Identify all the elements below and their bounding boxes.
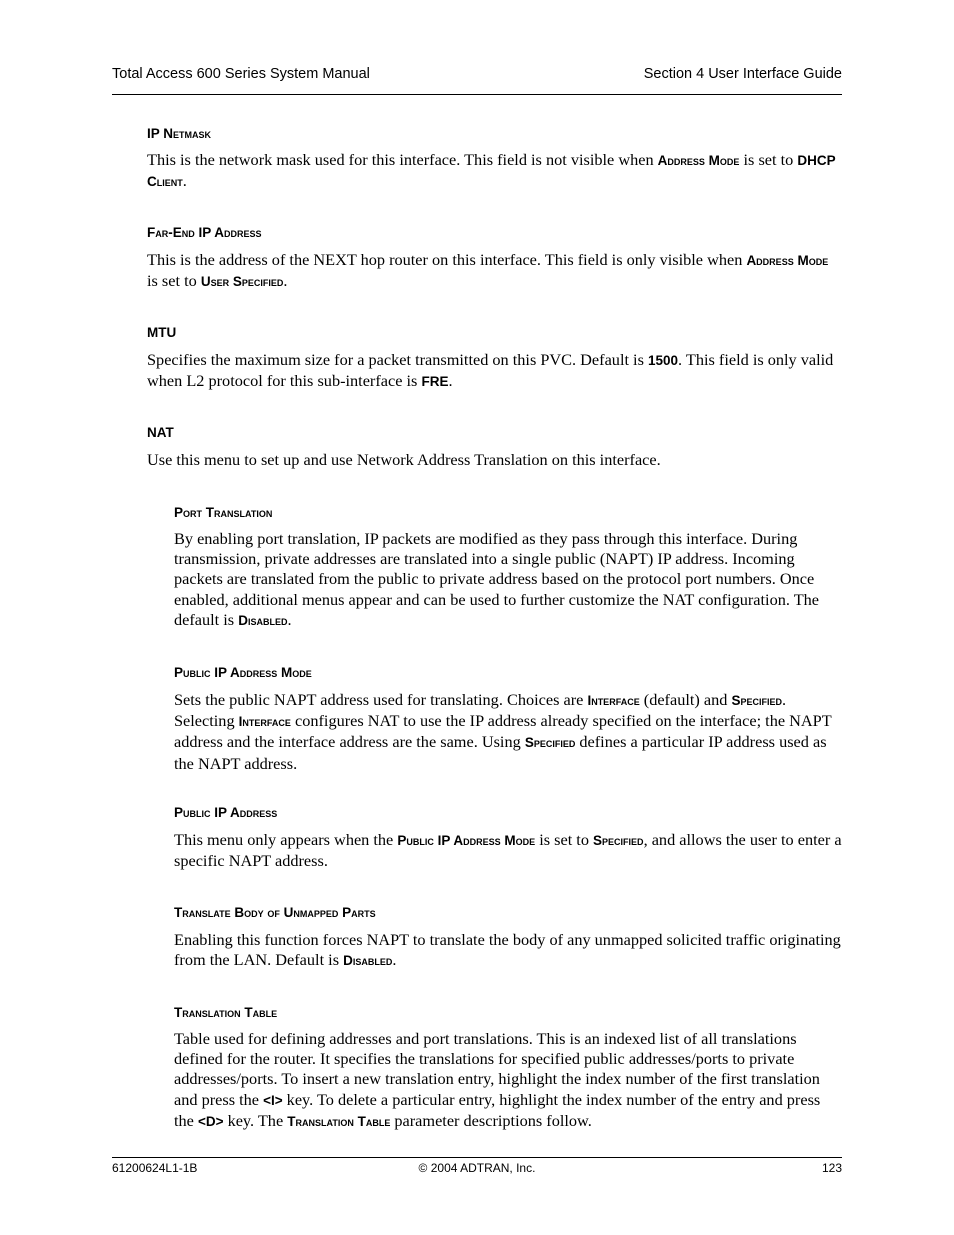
heading-far-end-ip-address: Far-End IP Address	[147, 225, 262, 240]
text: configures NAT to use the IP address already specified on the interface; the NAPT address and the interface address are the same. Using	[174, 711, 832, 752]
text: Table used for defining addresses and port translations. This is an indexed list of all translations defined for the router. It specifies the translations for specified public addresses/ports to private addresses/ports. To insert a new translation entry, highlight the index number of the first translation and press the	[174, 1029, 820, 1109]
keyword-specified: Specified	[524, 735, 576, 751]
paragraph-mtu	[147, 350, 842, 392]
keyword-disabled: Disabled	[238, 612, 288, 628]
text: .	[283, 271, 288, 291]
heading-translation-table: Translation Table	[174, 1005, 278, 1020]
heading-mtu: MTU	[147, 325, 177, 340]
text: This is the network mask used for this interface. This field is not visible when	[147, 150, 658, 169]
text: is set to	[535, 830, 594, 849]
paragraph-port-translation	[174, 529, 842, 631]
keyword-fre: FRE	[421, 374, 449, 390]
text: .	[448, 371, 453, 391]
footer-copyright: © 2004 ADTRAN, Inc.	[418, 1161, 536, 1175]
text: By enabling port translation, IP packets are modified as they pass through this interface. During transmission, private addresses are translated into a single public (NAPT) IP address. Incoming packets are translated from the public to private address based on the protocol port numbers. Once enabled, additional menus appear and can be used to further customize the NAT configuration. The default is	[174, 529, 820, 629]
keyword-translation-table: Translation Table	[287, 1113, 391, 1129]
keyword-disabled: Disabled	[343, 953, 393, 969]
page-footer	[112, 1157, 842, 1175]
header-manual-title: Total Access 600 Series System Manual	[112, 66, 370, 82]
footer-doc-number: 61200624L1-1B	[112, 1161, 198, 1175]
text: key. The	[223, 1110, 288, 1130]
paragraph-nat: Use this menu to set up and use Network Address Translation on this interface.	[147, 450, 661, 469]
text: defines a particular IP address used as the NAPT address.	[174, 732, 827, 773]
page-header	[112, 64, 842, 95]
keyword-specified: Specified	[731, 693, 782, 708]
keyword-address-mode: Address Mode	[746, 253, 829, 268]
heading-nat: NAT	[147, 425, 174, 440]
text: . This field is only valid when L2 protocol for this sub-interface is	[147, 350, 834, 391]
paragraph-translate-body	[174, 930, 842, 971]
header-section-title: Section 4 User Interface Guide	[643, 66, 842, 82]
footer-page-number: 123	[821, 1161, 842, 1175]
keyword-interface: Interface	[587, 693, 640, 708]
paragraph-public-ip-address	[174, 830, 842, 871]
text: Sets the public NAPT address used for translating. Choices are	[174, 690, 588, 709]
keyword-interface: Interface	[238, 714, 291, 730]
paragraph-ip-netmask	[147, 150, 842, 192]
keyword-address-mode: Address Mode	[657, 153, 740, 168]
text: Enabling this function forces NAPT to translate the body of any unmapped solicited traffic originating from the LAN. Default is	[174, 930, 841, 970]
text: . Selecting	[174, 690, 787, 731]
heading-public-ip-address: Public IP Address	[174, 805, 278, 820]
text: (default) and	[639, 690, 732, 709]
paragraph-translation-table	[174, 1029, 842, 1132]
text: .	[287, 609, 292, 629]
text: This menu only appears when the	[174, 830, 398, 849]
text: is set to	[739, 150, 798, 169]
keyword-specified: Specified	[593, 833, 644, 848]
heading-port-translation: Port Translation	[174, 505, 273, 520]
text: , and allows the user to enter a specific NAPT address.	[174, 830, 842, 871]
keyword-dhcp-client: DHCP Client	[147, 153, 836, 190]
text: is set to	[147, 271, 201, 291]
paragraph-far-end	[147, 250, 842, 292]
heading-public-ip-address-mode: Public IP Address Mode	[174, 665, 312, 680]
text: parameter descriptions follow.	[390, 1110, 592, 1130]
heading-ip-netmask: IP Netmask	[147, 126, 212, 141]
text: key. To delete a particular entry, highlight the index number of the entry and press the	[174, 1089, 821, 1130]
keyword-1500: 1500	[648, 353, 679, 368]
heading-translate-body: Translate Body of Unmapped Parts	[174, 905, 376, 920]
text: .	[182, 171, 187, 191]
text: This is the address of the NEXT hop router on this interface. This field is only visible when	[147, 250, 747, 269]
keyword-user-specified: User Specified	[200, 274, 284, 290]
text: .	[392, 950, 397, 970]
paragraph-public-ip-address-mode	[174, 690, 842, 774]
keyword-delete-key: <D>	[197, 1113, 224, 1129]
text: Specifies the maximum size for a packet transmitted on this PVC. Default is	[147, 350, 648, 369]
keyword-insert-key: <I>	[263, 1092, 283, 1108]
keyword-public-ip-address-mode: Public IP Address Mode	[397, 833, 536, 848]
